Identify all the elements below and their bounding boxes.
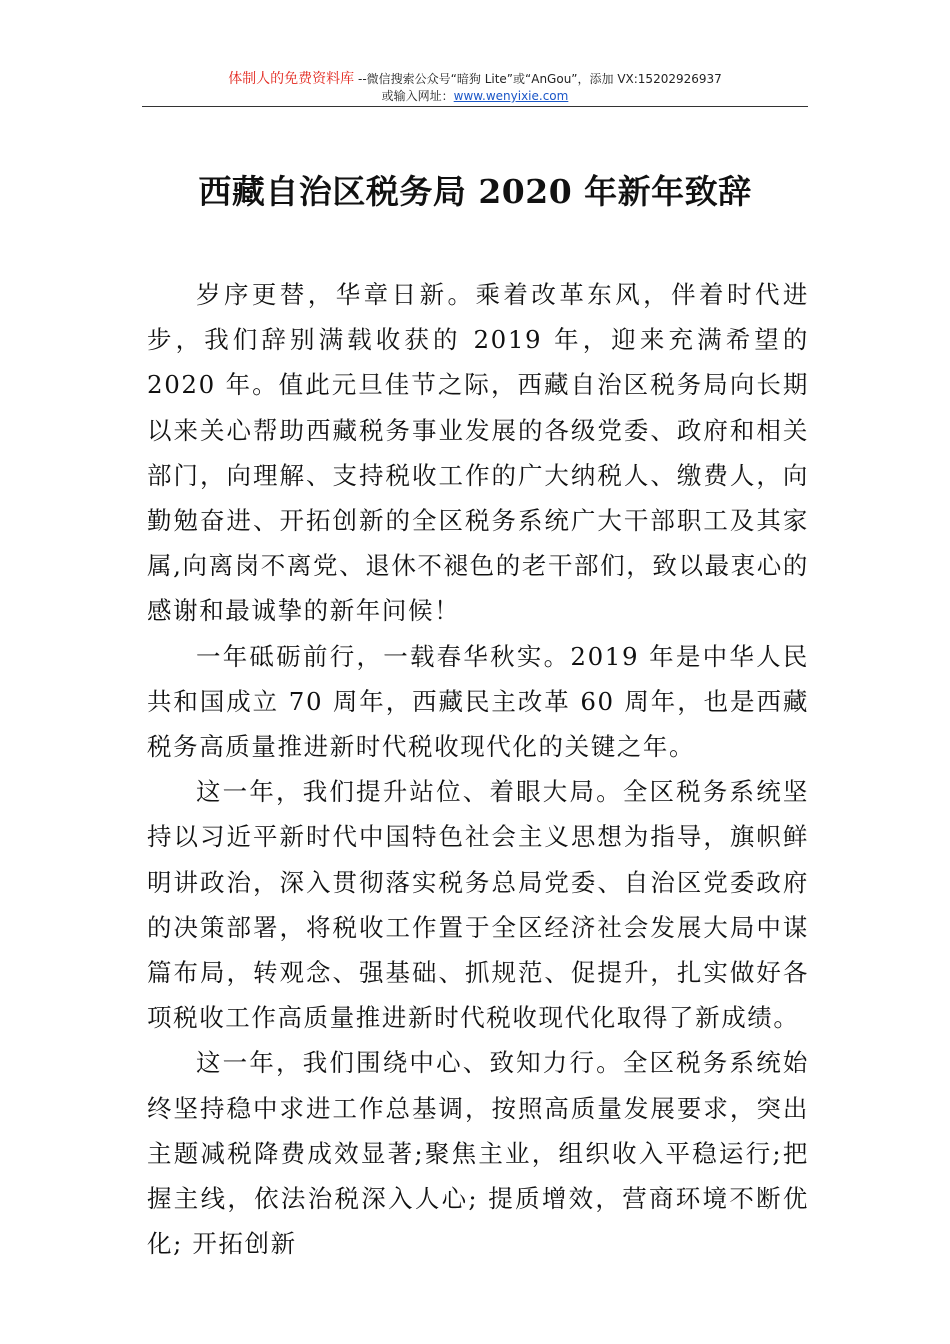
brand-name: 体制人的免费资料库 (228, 71, 355, 87)
site-link[interactable]: www.wenyixie.com (453, 89, 569, 103)
document-body (147, 272, 809, 1266)
document-title: 西藏自治区税务局 2020 年新年致辞 (198, 172, 752, 211)
header-line-1 (142, 70, 808, 88)
header-promo-text: --微信搜索公众号“暗狗 Lite”或“AnGou”，添加 VX:15202926937 (354, 72, 722, 86)
header-divider (142, 106, 808, 107)
site-prefix: 或输入网址： (381, 89, 454, 103)
paragraph-2: 一年砥砺前行，一载春华秋实。2019 年是中华人民共和国成立 70 周年，西藏民主改革 60 周年，也是西藏税务高质量推进新时代税收现代化的关键之年。 (147, 641, 809, 762)
header-line-2 (142, 88, 808, 105)
paragraph-4: 这一年，我们围绕中心、致知力行。全区税务系统始终坚持稳中求进工作总基调，按照高质量发展要求，突出主题减税降费成效显著;聚焦主业，组织收入平稳运行;把握主线，依法治税深入人心; 提质增效，营商环境不断优化; 开拓创新 (147, 1048, 809, 1259)
paragraph-1: 岁序更替，华章日新。乘着改革东风，伴着时代进步，我们辞别满载收获的 2019 年，迎来充满希望的 2020 年。值此元旦佳节之际，西藏自治区税务局向长期以来关心帮助西藏税务事业发展的各级党委、政府和相关部门，向理解、支持税收工作的广大纳税人、缴费人，向勤勉奋进、开拓创新的全区税务系统广大干部职工及其家属,向离岗不离党、退休不褪色的老干部们，致以最衷心的感谢和最诚挚的新年问候！ (147, 280, 809, 626)
watermark-header (142, 70, 808, 105)
paragraph-3: 这一年，我们提升站位、着眼大局。全区税务系统坚持以习近平新时代中国特色社会主义思想为指导，旗帜鲜明讲政治，深入贯彻落实税务总局党委、自治区党委政府的决策部署，将税收工作置于全区经济社会发展大局中谋篇布局，转观念、强基础、抓规范、促提升，扎实做好各项税收工作高质量推进新时代税收现代化取得了新成绩。 (147, 777, 809, 1033)
